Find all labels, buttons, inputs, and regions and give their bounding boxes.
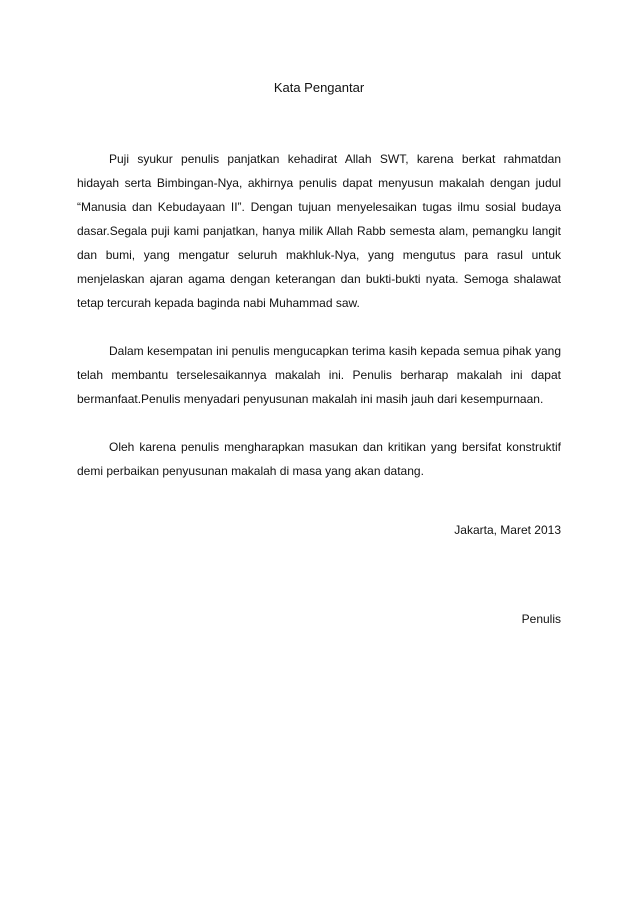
place-date: Jakarta, Maret 2013 <box>454 523 561 537</box>
paragraph-feedback: Oleh karena penulis mengharapkan masukan dan kritikan yang bersifat konstruktif demi perbaikan penyusunan makalah di masa yang akan datang. <box>77 440 561 478</box>
paragraph-gratitude: Puji syukur penulis panjatkan kehadirat Allah SWT, karena berkat rahmatdan hidayah serta Bimbingan-Nya, akhirnya penulis dapat menyusun makalah dengan judul “Manusia dan Kebudayaan II”. Dengan tujuan menyelesaikan tugas ilmu sosial budaya dasar.Segala puji kami panjatkan, hanya milik Allah Rabb semesta alam, pemangku langit dan bumi, yang mengatur seluruh makhluk-Nya, yang mengutus para rasul untuk menjelaskan ajaran agama dengan keterangan dan bukti-bukti nyata. Semoga shalawat tetap tercurah kepada baginda nabi Muhammad saw. <box>77 152 561 310</box>
author-signature: Penulis <box>521 612 561 626</box>
page-title: Kata Pengantar <box>273 80 365 95</box>
paragraph-thanks: Dalam kesempatan ini penulis mengucapkan terima kasih kepada semua pihak yang telah membantu terselesaikannya makalah ini. Penulis berharap makalah ini dapat bermanfaat.Penulis menyadari penyusunan makalah ini masih jauh dari kesempurnaan. <box>77 344 561 406</box>
document-body <box>77 147 561 483</box>
